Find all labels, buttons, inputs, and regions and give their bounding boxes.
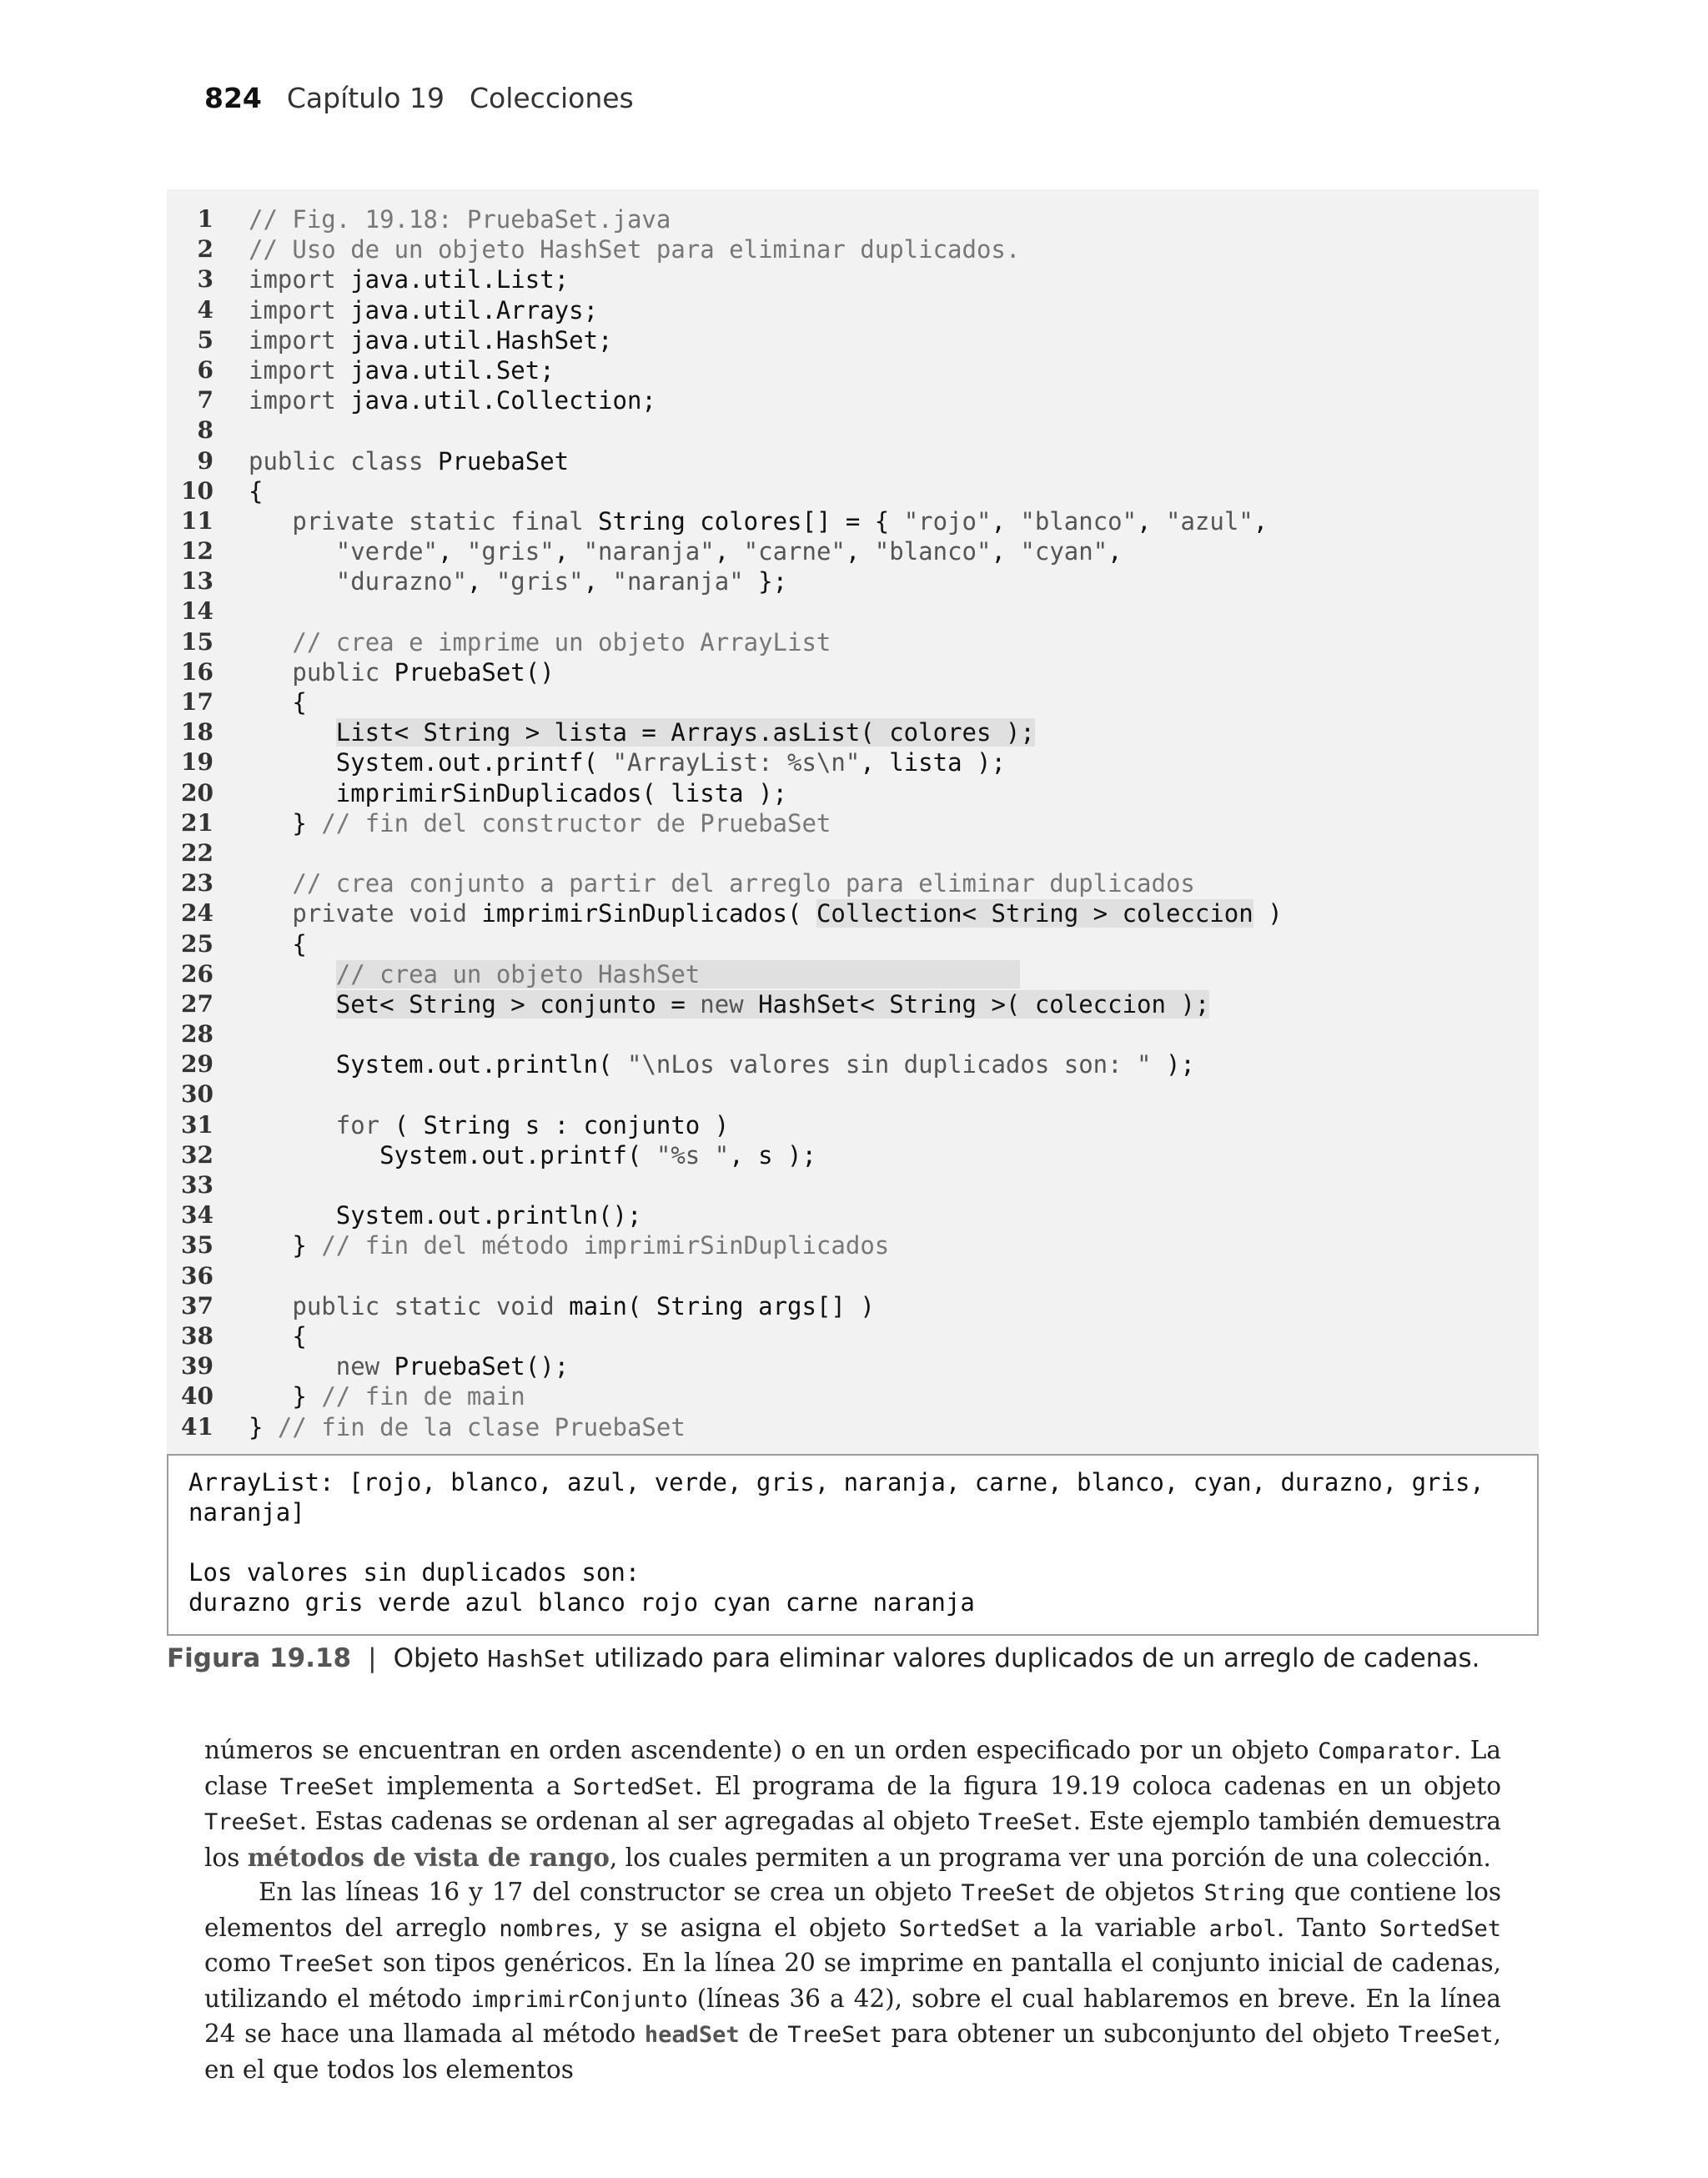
code-text [249,446,569,476]
code-token: "cyan" [1020,537,1108,566]
paragraph [204,1733,1501,1875]
code-line [167,596,1539,626]
line-number: 9 [197,446,214,475]
text-run: arbol [1208,1915,1277,1942]
code-token: "blanco" [874,537,992,566]
line-number: 7 [197,386,214,415]
line-number: 19 [181,748,214,777]
code-token: HashSet< String >( coleccion ); [743,989,1210,1019]
code-token: , [991,537,1021,566]
program-output [167,1454,1539,1636]
code-token: , [437,537,467,566]
code-token: , [583,567,613,596]
code-token: "gris" [466,537,555,566]
code-line [167,325,1539,355]
line-number: 33 [181,1171,214,1199]
code-line [167,566,1539,596]
code-text [249,1351,569,1381]
code-token: "blanco" [1020,506,1138,536]
code-text [249,1049,1195,1079]
text-run: TreeSet [279,1773,375,1800]
line-number: 5 [197,325,214,354]
line-number: 4 [197,295,214,324]
text-run: . La clase [204,1736,1501,1800]
line-number: 2 [197,235,214,264]
code-line [167,687,1539,717]
line-number: 32 [181,1140,214,1169]
code-line [167,506,1539,536]
code-line [167,234,1539,264]
chapter-label: Capítulo 19 [286,82,445,114]
section-title: Colecciones [469,82,634,114]
code-text [249,627,831,657]
code-token: import [249,325,336,355]
text-run: . Este ejemplo también demuestra los [204,1807,1501,1872]
code-token: java.util.Set; [335,355,555,385]
code-token: ) [1253,899,1283,928]
code-token [249,628,292,656]
code-text [249,898,1283,928]
line-number: 23 [181,869,214,898]
text-run: TreeSet [279,1951,374,1977]
text-run: TreeSet [204,1809,299,1835]
code-token: "azul" [1166,506,1253,536]
line-number: 3 [197,265,214,294]
code-token: java.util.Arrays; [335,295,599,324]
line-number: 24 [181,899,214,928]
text-run: , los cuales permiten a un programa ver una porción de una colección. [609,1843,1491,1872]
code-token: "gris" [495,567,584,596]
line-number: 40 [181,1382,214,1411]
code-text [249,204,671,234]
code-text [249,1321,307,1351]
text-run: , en el que todos los elementos [204,2020,1501,2084]
code-token [249,718,336,747]
code-token [249,507,292,536]
code-token: , [1137,506,1166,536]
code-token [249,1292,292,1320]
line-number: 15 [181,627,214,656]
code-line [167,838,1539,868]
code-token: PruebaSet [423,446,570,475]
line-number: 16 [181,657,214,686]
code-line [167,929,1539,959]
text-run: En las líneas 16 y 17 del constructor se crea un objeto [259,1878,962,1906]
code-token: import [249,265,336,294]
text-run: nombres [499,1915,595,1942]
code-text [249,808,831,838]
code-token: "naranja" [583,537,715,566]
body-text [204,1733,1501,2087]
code-text [249,325,613,355]
code-text [249,385,656,415]
output-line: naranja] [188,1498,305,1527]
code-token: // crea un objeto HashSet [335,959,1021,988]
code-token [249,869,292,898]
code-token: for [335,1110,380,1139]
text-run: TreeSet [977,1809,1073,1835]
code-token: // Fig. 19.18: PruebaSet.java [249,205,671,234]
code-text [249,1200,641,1230]
code-text [249,687,307,717]
code-token [249,658,292,687]
code-token [249,1352,336,1381]
code-token: // fin de main [321,1382,525,1411]
page-number: 824 [204,82,262,114]
code-token: new [335,1352,380,1381]
code-text [249,536,1123,566]
text-run: imprimirConjunto [470,1986,688,2013]
code-token: // fin del constructor de PruebaSet [321,808,831,837]
code-token: System.out.printf( [249,748,613,777]
code-line [167,1079,1539,1109]
code-token: System.out.printf( [249,1140,656,1169]
line-number: 1 [197,205,214,233]
code-token: { [249,688,307,717]
code-line [167,868,1539,898]
text-run: números se encuentran en orden ascendente) o en un orden especificado por un objeto [204,1736,1319,1764]
line-number: 35 [181,1231,214,1260]
code-line [167,1170,1539,1200]
text-run: headSet [644,2022,740,2048]
running-header [204,82,634,114]
line-number: 30 [181,1080,214,1109]
code-token: PruebaSet() [379,657,555,687]
paragraph [204,1875,1501,2087]
code-token: PruebaSet(); [379,1352,570,1381]
code-token: main( String args[] ) [554,1291,875,1320]
text-run: de [739,2020,788,2048]
line-number: 6 [197,355,214,384]
line-number: 11 [181,506,214,535]
code-text [249,476,263,506]
code-token: } [249,1382,322,1411]
text-run: , y se asigna el objeto [594,1913,899,1942]
code-token: } [249,1412,278,1441]
code-line [167,808,1539,838]
code-text [249,1110,729,1140]
code-token: , [1108,537,1123,566]
code-token: // fin de la clase PruebaSet [277,1412,686,1441]
text-run: SortedSet [898,1915,1022,1942]
code-token: imprimirSinDuplicados( [466,899,816,928]
output-line: Los valores sin duplicados son: [188,1558,640,1587]
caption-separator: | [368,1643,377,1673]
line-number: 34 [181,1201,214,1230]
code-token: { [249,929,307,958]
output-line: durazno gris verde azul blanco rojo cyan carne naranja [188,1588,975,1617]
code-text [249,747,1006,777]
caption-text-before: Objeto [393,1643,480,1673]
code-line [167,295,1539,325]
line-number: 21 [181,808,214,837]
code-text [249,717,1035,747]
line-number: 14 [181,597,214,626]
text-run: TreeSet [1398,2022,1494,2048]
line-number: 12 [181,537,214,566]
text-run: que contiene los elementos del arreglo [204,1878,1501,1942]
code-line [167,1321,1539,1351]
text-run: SortedSet [572,1773,696,1800]
line-number: 26 [181,959,214,988]
code-token: , [991,506,1021,536]
code-token: public static void [292,1291,555,1320]
code-line [167,1140,1539,1170]
code-token: new [700,989,744,1019]
line-number: 10 [181,476,214,505]
code-text [249,355,555,385]
code-token: java.util.List; [335,265,570,294]
code-line [167,415,1539,445]
code-token: { [249,1321,307,1351]
code-line [167,989,1539,1019]
line-number: 29 [181,1050,214,1079]
code-token [249,1111,336,1139]
code-token [249,990,336,1019]
code-line [167,898,1539,928]
code-line [167,1351,1539,1381]
text-run: como [204,1949,280,1977]
code-token: , [554,537,584,566]
code-token: import [249,386,336,415]
line-number: 37 [181,1291,214,1320]
code-line [167,1049,1539,1079]
caption-text-after: utilizado para eliminar valores duplicados de un arreglo de cadenas. [594,1643,1480,1673]
code-text [249,959,1020,989]
text-run: de objetos [1056,1878,1204,1906]
code-token: "\nLos valores sin duplicados son: " [626,1050,1152,1079]
code-token: String colores[] = { [583,506,904,536]
line-number: 18 [181,718,214,747]
code-token: { [249,476,264,506]
code-text [249,1230,889,1260]
text-run: a la variable [1021,1913,1209,1942]
code-token: ); [1151,1050,1195,1079]
code-line [167,355,1539,385]
code-line [167,536,1539,566]
code-token: , lista ); [860,748,1006,777]
code-token: Collection< String > coleccion [816,899,1253,928]
code-token: "carne" [743,537,846,566]
text-run: . Tanto [1276,1913,1379,1942]
code-line [167,627,1539,657]
code-text [249,929,307,959]
text-run: SortedSet [1379,1915,1501,1942]
code-text [249,1381,525,1411]
code-token: java.util.Collection; [335,386,656,415]
code-token: // crea conjunto a partir del arreglo para eliminar duplicados [292,869,1195,898]
text-run: TreeSet [961,1880,1057,1906]
code-token: imprimirSinDuplicados( lista ); [249,778,788,807]
code-token: "ArrayList: %s\n" [612,748,861,777]
code-line [167,204,1539,234]
code-line [167,264,1539,294]
output-line: ArrayList: [rojo, blanco, azul, verde, gris, naranja, carne, blanco, cyan, durazno, gris, [188,1468,1484,1496]
code-token: , [845,537,875,566]
code-listing [167,189,1539,1455]
line-number: 31 [181,1110,214,1139]
line-number: 17 [181,688,214,716]
code-line [167,1230,1539,1260]
line-number: 41 [181,1412,214,1441]
text-run: (líneas 36 a 42), sobre el cual hablaremos en breve. En la línea 24 se hace una llamada al método [204,1984,1502,2048]
code-text [249,295,598,325]
code-token: System.out.println( [249,1050,627,1079]
code-line [167,959,1539,989]
code-token: , s ); [729,1140,816,1169]
code-token [249,899,292,928]
code-line [167,717,1539,747]
code-text [249,778,787,808]
code-token: private void [292,899,467,928]
code-line [167,1110,1539,1140]
code-token: java.util.HashSet; [335,325,613,355]
code-token: private static final [292,506,584,536]
text-run: TreeSet [787,2022,883,2048]
line-number: 38 [181,1321,214,1350]
code-token: "verde" [335,537,438,566]
code-token: , [714,537,744,566]
code-line [167,385,1539,415]
line-number: 8 [197,416,214,445]
line-number: 28 [181,1020,214,1049]
line-number: 25 [181,929,214,958]
code-text [249,1412,686,1442]
code-token [249,567,336,596]
code-token: "naranja" [612,567,744,596]
code-token: "durazno" [335,567,467,596]
caption-code: HashSet [487,1645,586,1672]
code-token: ( String s : conjunto ) [379,1110,730,1139]
code-token: List< String > lista = Arrays.asList( colores ); [335,718,1035,747]
code-line [167,1412,1539,1442]
code-token: Set< String > conjunto = [335,989,701,1019]
text-run: son tipos genéricos. En la línea 20 se imprime en pantalla el conjunto inicial de cadenas, utilizando el método [204,1949,1501,2013]
code-token: public [292,657,380,687]
code-line [167,657,1539,687]
figure-caption [167,1643,1479,1673]
code-token: }; [743,567,788,596]
line-number: 20 [181,778,214,807]
code-text [249,1291,875,1321]
code-token: , [1253,506,1268,536]
line-number: 39 [181,1352,214,1381]
code-token [249,960,336,988]
code-text [249,989,1209,1019]
code-token: , [466,567,496,596]
text-run: Comparator [1318,1738,1454,1764]
code-text [249,1140,816,1170]
code-text [249,657,555,687]
text-run: para obtener un subconjunto del objeto [882,2020,1399,2048]
text-run: implementa a [374,1771,573,1800]
text-run: String [1203,1880,1285,1906]
code-token: // crea e imprime un objeto ArrayList [292,627,831,656]
code-line [167,1261,1539,1291]
code-line [167,747,1539,777]
code-text [249,506,1268,536]
code-text [249,566,787,596]
code-text [249,234,1020,264]
text-run: . El programa de la figura 19.19 coloca cadenas en un objeto [695,1771,1501,1800]
line-number: 13 [181,567,214,596]
figure-number: Figura 19.18 [167,1643,352,1673]
code-text [249,264,569,294]
code-line [167,1200,1539,1230]
line-number: 27 [181,989,214,1018]
code-line [167,1381,1539,1411]
code-token: "%s " [656,1140,730,1169]
code-token: // fin del método imprimirSinDuplicados [321,1231,890,1260]
code-token: import [249,295,336,324]
code-lines [167,204,1539,1442]
text-run: . Estas cadenas se ordenan al ser agregadas al objeto [299,1807,978,1835]
code-token: } [249,1231,322,1260]
code-line [167,1019,1539,1049]
code-line [167,778,1539,808]
code-token [249,537,336,566]
code-token: public class [249,446,424,475]
code-line [167,446,1539,476]
code-token: "rojo" [903,506,992,536]
text-run: métodos de vista de rango [247,1842,610,1872]
line-number: 36 [181,1261,214,1290]
code-token: // Uso de un objeto HashSet para eliminar duplicados. [249,235,1021,264]
code-text [249,868,1195,898]
code-token: import [249,355,336,385]
code-line [167,476,1539,506]
code-token: } [249,808,322,837]
line-number: 22 [181,838,214,867]
code-token: System.out.println(); [249,1201,642,1230]
code-line [167,1291,1539,1321]
